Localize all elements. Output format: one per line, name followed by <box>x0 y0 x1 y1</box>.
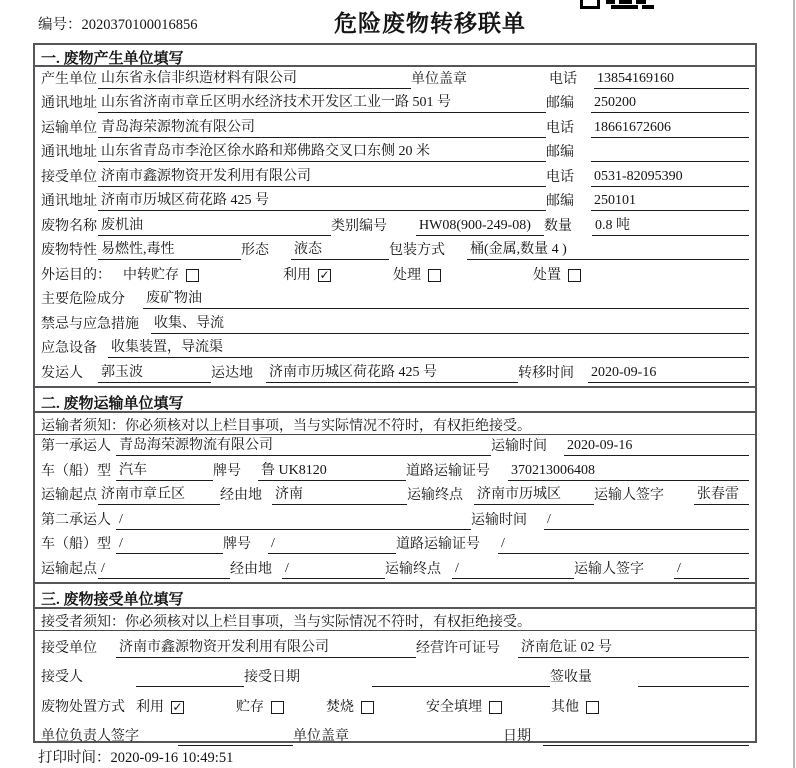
form-row <box>35 484 755 509</box>
field-label: 经营许可证号 <box>416 640 500 656</box>
section-heading: 二. 废物运输单位填写 <box>35 388 755 413</box>
field-label: 电话 <box>546 120 574 136</box>
form-field[interactable]: 张春雷 <box>694 486 749 505</box>
checkbox-option <box>426 699 551 717</box>
field-label: 外运目的： <box>41 267 111 283</box>
checkbox-icon[interactable] <box>186 269 199 282</box>
field-label: 运输人签字 <box>574 562 644 578</box>
form-field[interactable]: 济南 <box>272 486 407 505</box>
field-label: 单位盖章 <box>293 729 349 745</box>
form-field[interactable]: / <box>268 535 396 554</box>
field-label: 禁忌与应急措施 <box>41 316 139 332</box>
form-field[interactable] <box>372 669 550 687</box>
field-label: 签收量 <box>550 670 592 686</box>
field-label: 应急设备 <box>41 341 97 356</box>
checkbox-label: 利用 <box>283 267 311 283</box>
form-field[interactable]: 收集装置，导流渠 <box>108 339 749 358</box>
field-label: 接受单位 <box>41 169 97 185</box>
form-field[interactable]: 济南市鑫源物资开发利用有限公司 <box>116 639 416 658</box>
form-field[interactable]: 收集、导流 <box>151 315 749 334</box>
serial-number <box>38 13 198 34</box>
field-label: 通讯地址 <box>41 194 97 209</box>
checkbox-label: 安全填埋 <box>426 699 482 715</box>
field-label: 运输时间 <box>471 512 527 528</box>
form-row <box>35 557 755 582</box>
print-time-label: 打印时间： <box>38 750 111 766</box>
form-row <box>35 661 755 691</box>
checkbox-icon[interactable] <box>428 269 441 282</box>
form-field[interactable]: / <box>544 511 749 530</box>
checkbox-option <box>136 699 236 717</box>
form-row <box>35 459 755 484</box>
notice-text: 接受者须知：你必须核对以上栏目事项，当与实际情况不符时，有权拒绝接受。 <box>35 609 755 631</box>
form-row <box>35 720 755 750</box>
field-label: 牌号 <box>223 537 251 553</box>
form-field[interactable]: 青岛海荣源物流有限公司 <box>98 119 546 138</box>
checkbox-label: 焚烧 <box>326 699 354 715</box>
field-label: 接受单位 <box>41 640 97 656</box>
form-field[interactable]: 济南市鑫源物资开发利用有限公司 <box>98 168 546 187</box>
form-row <box>35 92 755 117</box>
form-row <box>35 190 755 215</box>
field-label: 数量 <box>544 218 572 234</box>
field-label: 主要危险成分 <box>41 292 125 307</box>
form-row <box>35 435 755 460</box>
field-label: 包装方式 <box>389 243 445 258</box>
form-row <box>35 239 755 264</box>
field-label: 运输单位 <box>41 120 97 136</box>
field-label: 产生单位 <box>41 71 97 87</box>
field-label: 运输时间 <box>491 439 547 455</box>
waste-transfer-form <box>33 43 757 743</box>
field-label: 邮编 <box>546 194 574 209</box>
form-row <box>35 631 755 661</box>
form-row <box>35 67 755 92</box>
checkbox-label: 中转贮存 <box>123 267 179 283</box>
form-field[interactable]: 鲁 UK8120 <box>258 462 406 481</box>
checkbox-label: 其他 <box>551 699 579 715</box>
form-field[interactable]: HW08(900-249-08) <box>416 217 544 236</box>
page-title: 危险废物转移联单 <box>334 11 526 36</box>
field-label: 类别编号 <box>331 218 387 234</box>
form-field[interactable] <box>543 728 749 746</box>
field-label: 第一承运人 <box>41 439 111 455</box>
check-mark-icon: ✓ <box>172 700 183 715</box>
form-field[interactable]: 汽车 <box>116 462 213 481</box>
field-label: 单位盖章 <box>411 71 467 87</box>
form-row <box>35 214 755 239</box>
form-field[interactable]: / <box>452 560 574 579</box>
form-field[interactable]: 山东省青岛市李沧区徐水路和郑佛路交叉口东侧 20 米 <box>98 143 546 162</box>
checkbox-option <box>236 699 326 717</box>
form-field[interactable]: 250200 <box>591 94 749 113</box>
form-row <box>35 288 755 313</box>
checkbox-option <box>283 267 393 285</box>
form-row <box>35 508 755 533</box>
form-field[interactable]: 液态 <box>291 241 389 260</box>
form-field[interactable]: / <box>116 535 223 554</box>
checkbox-icon[interactable] <box>361 701 374 714</box>
checkbox-label: 处置 <box>533 267 561 283</box>
field-label: 运输起点 <box>41 488 97 504</box>
checkbox-checked-icon[interactable] <box>171 701 184 714</box>
field-label: 第二承运人 <box>41 512 111 528</box>
form-field[interactable]: 18661672606 <box>591 119 749 138</box>
checkbox-icon[interactable] <box>271 701 284 714</box>
form-row <box>35 312 755 337</box>
form-field[interactable]: 2020-09-16 <box>564 437 749 456</box>
form-field[interactable]: 济南市历城区 <box>474 486 594 505</box>
checkbox-label: 利用 <box>136 699 164 715</box>
form-row <box>35 690 755 720</box>
form-field[interactable]: / <box>498 535 749 554</box>
form-field[interactable]: / <box>282 560 385 579</box>
form-row <box>35 361 755 386</box>
print-time-value: 2020-09-16 10:49:51 <box>110 750 234 766</box>
form-field[interactable] <box>136 669 244 687</box>
field-label: 废物处置方式 <box>41 699 125 715</box>
print-time <box>38 746 233 767</box>
checkbox-icon[interactable] <box>586 701 599 714</box>
window-edge-divider <box>793 0 795 768</box>
field-label: 发运人 <box>41 365 83 381</box>
checkbox-checked-icon[interactable] <box>318 269 331 282</box>
check-mark-icon: ✓ <box>319 268 330 282</box>
field-label: 电话 <box>549 71 577 87</box>
form-field[interactable]: / <box>116 511 471 530</box>
field-label: 通讯地址 <box>41 145 97 160</box>
field-label: 转移时间 <box>518 365 574 381</box>
form-field[interactable]: 山东省永信非织造材料有限公司 <box>98 70 411 89</box>
checkbox-label: 贮存 <box>236 699 264 715</box>
checkbox-option <box>123 267 283 285</box>
form-field[interactable]: 济南市历城区荷花路 425 号 <box>98 192 546 211</box>
form-field[interactable]: 济南市章丘区 <box>98 486 220 505</box>
form-field[interactable]: / <box>98 560 230 579</box>
qr-code-fragment-icon <box>580 0 654 10</box>
form-field[interactable] <box>638 669 749 687</box>
form-field[interactable] <box>178 728 293 746</box>
field-label: 接受人 <box>41 670 83 686</box>
section-heading: 一. 废物产生单位填写 <box>35 45 755 67</box>
checkbox-option <box>533 267 581 285</box>
form-field[interactable]: 0.8 吨 <box>592 217 749 236</box>
form-field[interactable]: 济南市历城区荷花路 425 号 <box>266 364 518 383</box>
form-field[interactable]: 青岛海荣源物流有限公司 <box>116 437 491 456</box>
form-row <box>35 533 755 558</box>
field-label: 经由地 <box>220 488 262 504</box>
field-label: 废物特性 <box>41 243 97 258</box>
field-label: 车（船）型 <box>41 537 111 553</box>
form-field[interactable]: 250101 <box>591 192 749 211</box>
checkbox-label: 处理 <box>393 267 421 283</box>
serial-label: 编号： <box>38 17 82 33</box>
form-row <box>35 165 755 190</box>
form-field[interactable]: 山东省济南市章丘区明水经济技术开发区工业一路 501 号 <box>98 94 546 113</box>
form-field[interactable]: 0531-82095390 <box>591 168 749 187</box>
field-label: 经由地 <box>230 562 272 578</box>
checkbox-option <box>326 699 426 717</box>
form-section <box>35 45 755 386</box>
form-field[interactable]: 桶(金属,数量 4 ) <box>467 241 749 260</box>
field-label: 道路运输证号 <box>406 463 490 479</box>
checkbox-option <box>393 267 533 285</box>
field-label: 日期 <box>503 729 531 745</box>
form-row <box>35 337 755 362</box>
checkbox-icon[interactable] <box>568 269 581 282</box>
form-field[interactable]: 济南危证 02 号 <box>518 639 749 658</box>
field-label: 运达地 <box>211 365 253 381</box>
form-field[interactable]: 废机油 <box>98 217 331 236</box>
serial-value: 2020370100016856 <box>81 17 198 33</box>
field-label: 运输终点 <box>385 562 441 578</box>
field-label: 道路运输证号 <box>396 537 480 553</box>
field-label: 接受日期 <box>244 670 300 686</box>
field-label: 邮编 <box>546 145 574 160</box>
form-section <box>35 582 755 749</box>
form-field[interactable]: 13854169160 <box>594 70 749 89</box>
form-field[interactable]: 郭玉波 <box>98 364 211 383</box>
form-section <box>35 386 755 583</box>
field-label: 废物名称 <box>41 218 97 234</box>
field-label: 电话 <box>546 169 574 185</box>
form-field[interactable]: 370213006408 <box>508 462 749 481</box>
field-label: 牌号 <box>213 463 241 479</box>
field-label: 运输起点 <box>41 562 97 578</box>
field-label: 邮编 <box>546 96 574 111</box>
field-label: 形态 <box>241 243 269 258</box>
field-label: 车（船）型 <box>41 463 111 479</box>
form-field[interactable]: 2020-09-16 <box>588 364 749 383</box>
field-label: 运输终点 <box>407 488 463 504</box>
form-field[interactable]: 废矿物油 <box>143 290 749 309</box>
form-field[interactable] <box>591 144 749 162</box>
field-label: 运输人签字 <box>594 488 664 504</box>
field-label: 通讯地址 <box>41 96 97 111</box>
section-heading: 三. 废物接受单位填写 <box>35 584 755 609</box>
form-row <box>35 263 755 288</box>
notice-text: 运输者须知：你必须核对以上栏目事项，当与实际情况不符时，有权拒绝接受。 <box>35 413 755 435</box>
form-field[interactable]: 易燃性,毒性 <box>98 241 241 260</box>
field-label: 单位负责人签字 <box>41 729 139 745</box>
form-row <box>35 141 755 166</box>
form-field[interactable]: / <box>674 560 749 579</box>
checkbox-icon[interactable] <box>489 701 502 714</box>
form-row <box>35 116 755 141</box>
checkbox-option <box>551 699 599 717</box>
